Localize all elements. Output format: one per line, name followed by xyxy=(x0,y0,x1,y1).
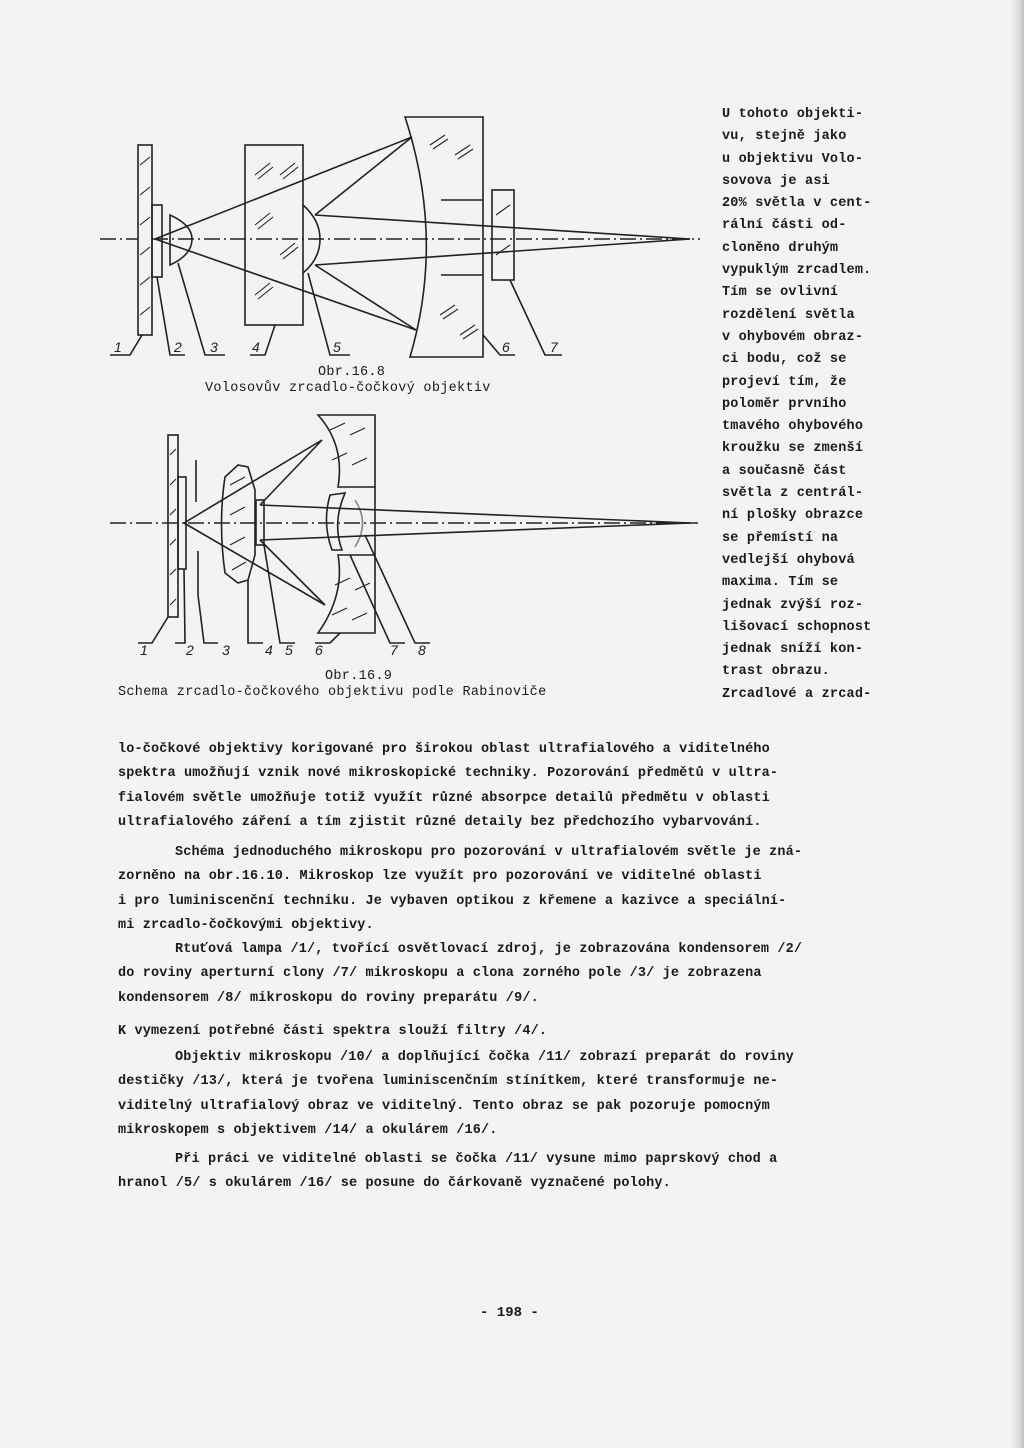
side-line: světla z centrál- xyxy=(722,486,864,502)
fig1-label-3: 3 xyxy=(210,339,218,355)
side-line: kroužku se zmenší xyxy=(722,441,864,457)
text-line: lo-čočkové objektivy korigované pro širokou oblast ultrafialového a viditelného xyxy=(118,742,770,757)
side-line: vypuklým zrcadlem. xyxy=(722,263,872,279)
page-number: - 198 - xyxy=(480,1305,539,1321)
text-line: hranol /5/ s okulárem /16/ se posune do čárkovaně vyznačené polohy. xyxy=(118,1176,671,1192)
side-line: trast obrazu. xyxy=(722,664,830,680)
side-line: rální části od- xyxy=(722,218,847,234)
text-line: Při práci ve viditelné oblasti se čočka /11/ vysune mimo paprskový chod a xyxy=(175,1152,778,1167)
text-line: Rtuťová lampa /1/, tvořící osvětlovací zdroj, je zobrazována kondensorem /2/ xyxy=(175,942,803,957)
text-line: kondensorem /8/ mikroskopu do roviny preparátu /9/. xyxy=(118,990,539,1006)
side-line: v ohybovém obraz- xyxy=(722,329,864,345)
text-line: i pro luminiscenční techniku. Je vybaven optikou z křemene a kazivce a speciální- xyxy=(118,893,787,909)
text-line: do roviny aperturní clony /7/ mikroskopu a clona zorného pole /3/ je zobrazena xyxy=(118,966,762,982)
side-line: lišovací schopnost xyxy=(722,619,872,635)
text-line: Schéma jednoduchého mikroskopu pro pozorování v ultrafialovém světle je zná- xyxy=(175,845,803,860)
side-line: tmavého ohybového xyxy=(722,419,864,435)
side-line: rozdělení světla xyxy=(722,307,855,323)
fig1-label-5: 5 xyxy=(333,339,341,355)
side-column-text xyxy=(722,104,912,706)
paragraph-5 xyxy=(118,1046,898,1144)
text-line: viditelný ultrafialový obraz ve viditelný. Tento obraz se pak pozoruje pomocným xyxy=(118,1098,770,1114)
text-line: Objektiv mikroskopu /10/ a doplňující čočka /11/ zobrazí preparát do roviny xyxy=(175,1050,794,1065)
fig1-label-4: 4 xyxy=(252,339,260,355)
side-line: jednak sníží kon- xyxy=(722,642,864,658)
side-line: Tím se ovlivní xyxy=(722,285,839,301)
fig1-label-6: 6 xyxy=(502,339,510,355)
fig2-label-8: 8 xyxy=(418,642,426,658)
fig2-label-4: 4 xyxy=(265,642,273,658)
text-line: mi zrcadlo-čočkovými objektivy. xyxy=(118,918,374,934)
figure-16-8-diagram xyxy=(100,105,740,365)
text-line: ultrafialového záření a tím zjistit různé detaily bez předchozího vybarvování. xyxy=(118,815,762,831)
side-line: jednak zvýší roz- xyxy=(722,597,864,613)
side-line: vu, stejně jako xyxy=(722,129,847,145)
side-line: se přemístí na xyxy=(722,530,839,546)
side-line: cloněno druhým xyxy=(722,240,839,256)
text-line: spektra umožňují vznik nové mikroskopické techniky. Pozorování předmětů v ultra- xyxy=(118,766,779,782)
figure-16-9-diagram xyxy=(100,405,720,665)
side-line: U tohoto objekti- xyxy=(722,107,864,122)
side-line: vedlejší ohybová xyxy=(722,552,855,568)
side-line: maxima. Tím se xyxy=(722,575,839,591)
text-line: zorněno na obr.16.10. Mikroskop lze využít pro pozorování ve viditelné oblasti xyxy=(118,869,762,885)
text-line: K vymezení potřebné části spektra slouží filtry /4/. xyxy=(118,1024,548,1039)
side-line: poloměr prvního xyxy=(722,396,847,412)
page-edge-shadow xyxy=(1010,0,1024,1448)
fig2-label-1: 1 xyxy=(140,642,148,658)
fig1-label-7: 7 xyxy=(550,339,558,355)
text-line: fialovém světle umožňuje totiž využít různé absorpce detailů předmětu v oblasti xyxy=(118,790,770,806)
text-line: destičky /13/, která je tvořena luminiscenčním stínítkem, které transformuje ne- xyxy=(118,1074,779,1090)
side-line: u objektivu Volo- xyxy=(722,151,864,167)
figure-16-8-caption-number: Obr.16.8 xyxy=(318,365,386,380)
side-line: a současně část xyxy=(722,463,847,479)
fig2-label-6: 6 xyxy=(315,642,323,658)
fig1-label-1: 1 xyxy=(114,339,122,355)
paragraph-1 xyxy=(118,738,898,836)
figure-16-9-caption-title: Schema zrcadlo-čočkového objektivu podle Rabinoviče xyxy=(118,685,547,700)
side-line: ní plošky obrazce xyxy=(722,508,864,524)
text-line: mikroskopem s objektivem /14/ a okulárem /16/. xyxy=(118,1123,498,1139)
paragraph-2 xyxy=(118,841,898,939)
paragraph-6 xyxy=(118,1148,898,1197)
side-line: sovova je asi xyxy=(722,173,830,189)
side-line: ci bodu, což se xyxy=(722,352,847,368)
fig2-label-7: 7 xyxy=(390,642,398,658)
paragraph-4 xyxy=(118,1020,898,1044)
side-line: 20% světla v cent- xyxy=(722,196,872,212)
side-line: Zrcadlové a zrcad- xyxy=(722,686,872,702)
side-line: projeví tím, že xyxy=(722,374,847,390)
fig2-label-5: 5 xyxy=(285,642,293,658)
fig2-label-3: 3 xyxy=(222,642,230,658)
fig2-label-2: 2 xyxy=(186,642,194,658)
figure-16-9-caption-number: Obr.16.9 xyxy=(325,669,393,684)
figure-16-8-caption-title: Volosovův zrcadlo-čočkový objektiv xyxy=(205,381,491,396)
paragraph-3 xyxy=(118,938,898,1011)
fig1-label-2: 2 xyxy=(174,339,182,355)
